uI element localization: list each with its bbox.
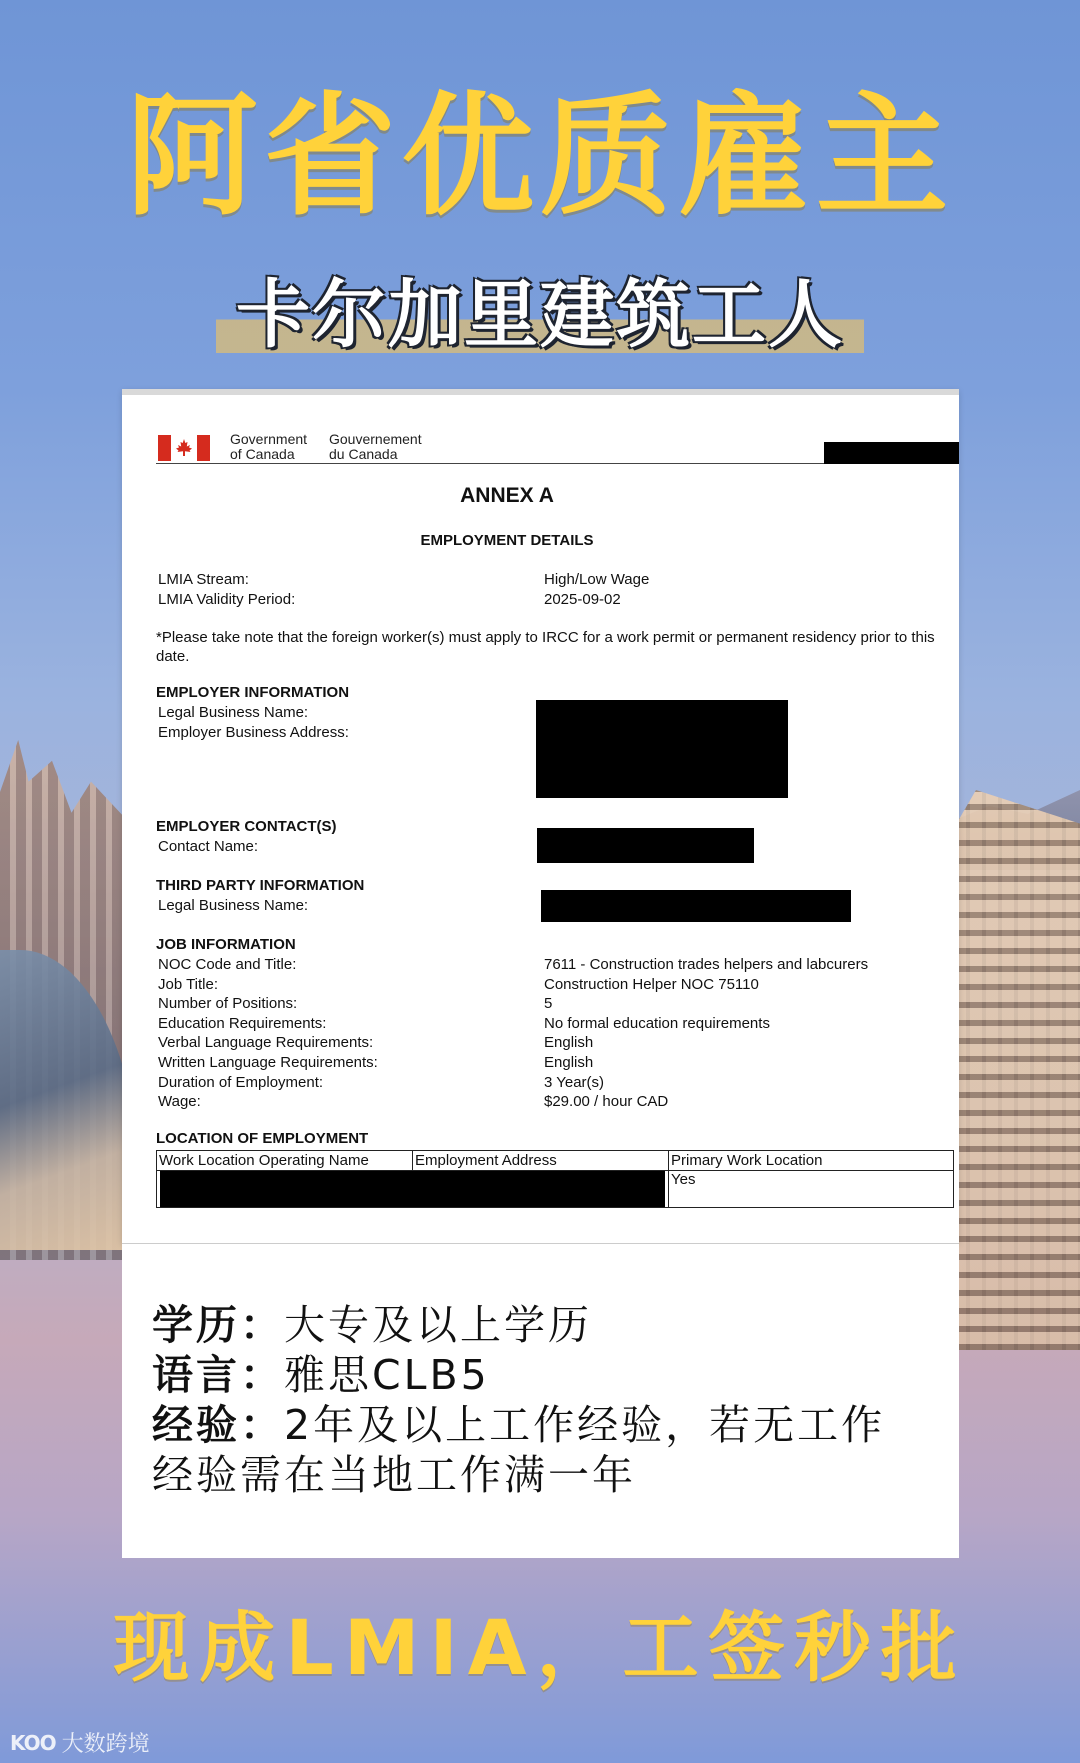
language-label: 语言： <box>152 1351 284 1399</box>
primary-location-value: Yes <box>669 1171 954 1208</box>
divider <box>122 1243 959 1244</box>
contact-name-label: Contact Name: <box>158 838 259 855</box>
gouvernement-du-canada-text: Gouvernement du Canada <box>329 431 422 462</box>
poster-subtitle <box>0 270 1080 360</box>
education-label: 学历： <box>152 1301 284 1349</box>
employer-information-heading: EMPLOYER INFORMATION <box>156 684 350 701</box>
annex-title: ANNEX A <box>460 484 554 507</box>
experience-label: 经验： <box>152 1401 284 1449</box>
poster-subtitle-text: 卡尔加里建筑工人 <box>216 270 864 360</box>
redaction-block <box>824 442 959 464</box>
government-of-canada-text: Government of Canada <box>230 431 308 462</box>
employer-contact-heading: EMPLOYER CONTACT(S) <box>156 818 337 835</box>
maple-leaf-icon <box>174 438 194 458</box>
education-value: 大专及以上学历 <box>284 1301 592 1349</box>
location-heading: LOCATION OF EMPLOYMENT <box>156 1130 369 1147</box>
redaction-block <box>537 828 754 863</box>
poster-slogan: 现成LMIA，工签秒批 <box>113 1603 967 1692</box>
note-text: *Please take note that the foreign worker(s) must apply to IRCC for a work permit or permanent residency prior to this date. <box>156 629 935 665</box>
redaction-block <box>536 700 788 798</box>
third-party-label: Legal Business Name: <box>158 897 309 914</box>
redaction-block <box>541 890 851 922</box>
job-values: 7611 - Construction trades helpers and labcurers Construction Helper NOC 75110 5 No formal education requirements English English 3 Year(s) $29.00 / hour CAD <box>544 956 869 1111</box>
location-col-header: Work Location Operating Name <box>157 1151 413 1171</box>
language-requirement <box>152 1350 490 1400</box>
job-labels: NOC Code and Title: Job Title: Number of Positions: Education Requirements: Verbal Language Requirements: Written Language Requirements: Duration of Employment: Wage: <box>158 956 378 1111</box>
requirements-card <box>122 1243 959 1558</box>
canada-flag-icon <box>158 435 210 461</box>
watermark-text: 大数跨境 <box>61 1732 150 1757</box>
lmia-labels: LMIA Stream: LMIA Validity Period: <box>158 571 296 608</box>
experience-value: 2年及以上工作经验，若无工作 <box>284 1401 886 1449</box>
job-information-heading: JOB INFORMATION <box>156 936 296 953</box>
watermark <box>10 1727 150 1758</box>
background-tower <box>950 790 1080 1350</box>
poster-title: 阿省优质雇主 <box>126 80 954 234</box>
experience-requirement-cont: 经验需在当地工作满一年 <box>152 1451 636 1499</box>
employment-details-title: EMPLOYMENT DETAILS <box>420 532 594 549</box>
education-requirement <box>152 1300 592 1350</box>
experience-requirement <box>152 1400 885 1450</box>
location-col-header: Employment Address <box>413 1151 669 1171</box>
third-party-heading: THIRD PARTY INFORMATION <box>156 877 365 894</box>
language-value: 雅思CLB5 <box>284 1351 490 1399</box>
watermark-logo: KOO <box>10 1730 56 1755</box>
redaction-block <box>160 1171 665 1207</box>
location-col-header: Primary Work Location <box>669 1151 954 1171</box>
lmia-values: High/Low Wage 2025-09-02 <box>544 571 650 608</box>
document-top-border <box>122 389 959 395</box>
employer-labels: Legal Business Name: Employer Business Address: <box>158 704 349 741</box>
lmia-document <box>122 389 959 1243</box>
